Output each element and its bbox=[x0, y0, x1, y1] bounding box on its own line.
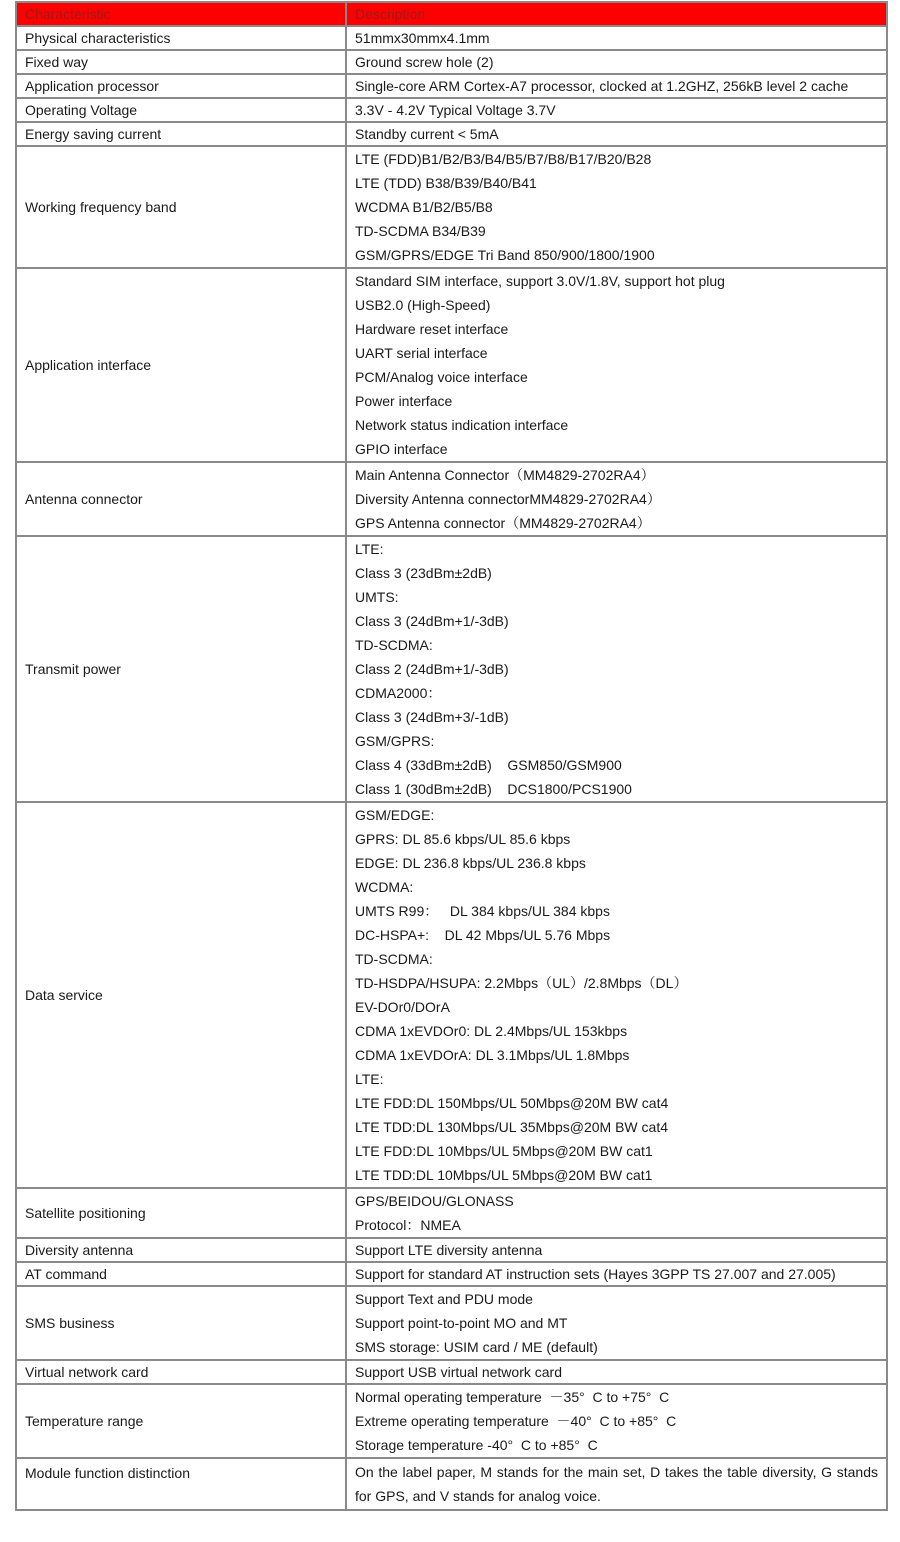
characteristic-cell: SMS business bbox=[16, 1286, 346, 1360]
description-line: Hardware reset interface bbox=[355, 321, 509, 337]
table-row bbox=[16, 1262, 887, 1286]
table-row bbox=[16, 536, 887, 802]
description-line: UMTS R99： DL 384 kbps/UL 384 kbps bbox=[355, 903, 610, 919]
description-cell: Support for standard AT instruction sets (Hayes 3GPP TS 27.007 and 27.005) bbox=[346, 1262, 887, 1286]
description-line: Class 3 (23dBm±2dB) bbox=[355, 565, 492, 581]
description-line: Normal operating temperature －35° C to +75° C bbox=[355, 1389, 670, 1405]
characteristic-cell: Virtual network card bbox=[16, 1360, 346, 1384]
characteristic-cell: Data service bbox=[16, 802, 346, 1188]
description-line: CDMA 1xEVDOrA: DL 3.1Mbps/UL 1.8Mbps bbox=[355, 1047, 630, 1063]
description-line: EDGE: DL 236.8 kbps/UL 236.8 kbps bbox=[355, 855, 586, 871]
description-line: CDMA 1xEVDOr0: DL 2.4Mbps/UL 153kbps bbox=[355, 1023, 628, 1039]
characteristic-cell: Diversity antenna bbox=[16, 1238, 346, 1262]
description-line: Class 3 (24dBm+3/-1dB) bbox=[355, 709, 509, 725]
description-cell: 3.3V - 4.2V Typical Voltage 3.7V bbox=[346, 98, 887, 122]
description-cell bbox=[346, 802, 887, 1188]
table-row bbox=[16, 1238, 887, 1262]
description-line: Standard SIM interface, support 3.0V/1.8V, support hot plug bbox=[355, 273, 725, 289]
table-row bbox=[16, 50, 887, 74]
description-line: GSM/GPRS: bbox=[355, 733, 435, 749]
table-header-row bbox=[16, 2, 887, 26]
specification-table bbox=[15, 1, 888, 1511]
characteristic-cell: Module function distinction bbox=[16, 1458, 346, 1510]
table-row bbox=[16, 1188, 887, 1238]
description-cell bbox=[346, 536, 887, 802]
description-line: Support Text and PDU mode bbox=[355, 1291, 533, 1307]
description-cell bbox=[346, 1286, 887, 1360]
description-line: GPS Antenna connector（MM4829-2702RA4） bbox=[355, 515, 651, 531]
description-line: GSM/EDGE: bbox=[355, 807, 435, 823]
characteristic-cell: Application processor bbox=[16, 74, 346, 98]
description-line: UMTS: bbox=[355, 589, 399, 605]
description-line: GSM/GPRS/EDGE Tri Band 850/900/1800/1900 bbox=[355, 247, 655, 263]
description-line: Network status indication interface bbox=[355, 417, 569, 433]
table-row bbox=[16, 802, 887, 1188]
table-row bbox=[16, 268, 887, 462]
description-line: LTE FDD:DL 10Mbps/UL 5Mbps@20M BW cat1 bbox=[355, 1143, 653, 1159]
description-line: EV-DOr0/DOrA bbox=[355, 999, 450, 1015]
description-line: Power interface bbox=[355, 393, 453, 409]
characteristic-cell: Application interface bbox=[16, 268, 346, 462]
description-line: TD-SCDMA B34/B39 bbox=[355, 223, 486, 239]
table-row bbox=[16, 122, 887, 146]
description-line: Class 3 (24dBm+1/-3dB) bbox=[355, 613, 509, 629]
description-line: Storage temperature -40° C to +85° C bbox=[355, 1437, 598, 1453]
description-line: TD-SCDMA: bbox=[355, 637, 433, 653]
description-line: Class 1 (30dBm±2dB) DCS1800/PCS1900 bbox=[355, 781, 632, 797]
table-row bbox=[16, 146, 887, 268]
table-row bbox=[16, 1458, 887, 1510]
description-line: GPRS: DL 85.6 kbps/UL 85.6 kbps bbox=[355, 831, 571, 847]
description-cell: Single-core ARM Cortex-A7 processor, clocked at 1.2GHZ, 256kB level 2 cache bbox=[346, 74, 887, 98]
description-line: Class 4 (33dBm±2dB) GSM850/GSM900 bbox=[355, 757, 622, 773]
description-line: LTE TDD:DL 10Mbps/UL 5Mbps@20M BW cat1 bbox=[355, 1167, 653, 1183]
description-line: Extreme operating temperature －40° C to +85° C bbox=[355, 1413, 677, 1429]
description-cell bbox=[346, 146, 887, 268]
description-line: Class 2 (24dBm+1/-3dB) bbox=[355, 661, 509, 677]
header-description: Description bbox=[346, 2, 887, 26]
description-line: WCDMA B1/B2/B5/B8 bbox=[355, 199, 493, 215]
characteristic-cell: Physical characteristics bbox=[16, 26, 346, 50]
description-line: GPIO interface bbox=[355, 441, 448, 457]
table-row bbox=[16, 26, 887, 50]
table-row bbox=[16, 98, 887, 122]
characteristic-cell: Operating Voltage bbox=[16, 98, 346, 122]
description-cell: Support USB virtual network card bbox=[346, 1360, 887, 1384]
description-line: On the label paper, M stands for the main set, D takes the table diversity, G stands for GPS, and V stands for analog voice. bbox=[355, 1464, 878, 1504]
characteristic-cell: Transmit power bbox=[16, 536, 346, 802]
table-body bbox=[16, 26, 887, 1510]
description-line: TD-SCDMA: bbox=[355, 951, 433, 967]
table-row bbox=[16, 1286, 887, 1360]
description-line: LTE FDD:DL 150Mbps/UL 50Mbps@20M BW cat4 bbox=[355, 1095, 669, 1111]
header-characteristic: Characteristic bbox=[16, 2, 346, 26]
description-line: Support point-to-point MO and MT bbox=[355, 1315, 568, 1331]
table-row bbox=[16, 1360, 887, 1384]
characteristic-cell: Antenna connector bbox=[16, 462, 346, 536]
description-cell: Support LTE diversity antenna bbox=[346, 1238, 887, 1262]
description-cell bbox=[346, 462, 887, 536]
description-line: WCDMA: bbox=[355, 879, 414, 895]
description-line: LTE (FDD)B1/B2/B3/B4/B5/B7/B8/B17/B20/B28 bbox=[355, 151, 652, 167]
characteristic-cell: Working frequency band bbox=[16, 146, 346, 268]
description-line: TD-HSDPA/HSUPA: 2.2Mbps（UL）/2.8Mbps（DL） bbox=[355, 975, 688, 991]
table-row bbox=[16, 74, 887, 98]
description-cell bbox=[346, 268, 887, 462]
characteristic-cell: Temperature range bbox=[16, 1384, 346, 1458]
table-row bbox=[16, 462, 887, 536]
description-line: Protocol：NMEA bbox=[355, 1217, 461, 1233]
description-line: Diversity Antenna connectorMM4829-2702RA4） bbox=[355, 491, 661, 507]
description-cell: Standby current < 5mA bbox=[346, 122, 887, 146]
characteristic-cell: AT command bbox=[16, 1262, 346, 1286]
description-line: USB2.0 (High-Speed) bbox=[355, 297, 491, 313]
description-line: GPS/BEIDOU/GLONASS bbox=[355, 1193, 514, 1209]
description-line: LTE: bbox=[355, 541, 384, 557]
table-row bbox=[16, 1384, 887, 1458]
description-line: LTE: bbox=[355, 1071, 384, 1087]
description-line: SMS storage: USIM card / ME (default) bbox=[355, 1339, 598, 1355]
description-line: UART serial interface bbox=[355, 345, 488, 361]
description-cell bbox=[346, 1188, 887, 1238]
description-line: LTE TDD:DL 130Mbps/UL 35Mbps@20M BW cat4 bbox=[355, 1119, 668, 1135]
description-line: CDMA2000： bbox=[355, 685, 442, 701]
description-line: LTE (TDD) B38/B39/B40/B41 bbox=[355, 175, 537, 191]
description-line: PCM/Analog voice interface bbox=[355, 369, 528, 385]
description-cell bbox=[346, 1458, 887, 1510]
description-cell: 51mmx30mmx4.1mm bbox=[346, 26, 887, 50]
characteristic-cell: Energy saving current bbox=[16, 122, 346, 146]
characteristic-cell: Fixed way bbox=[16, 50, 346, 74]
description-cell: Ground screw hole (2) bbox=[346, 50, 887, 74]
description-line: Main Antenna Connector（MM4829-2702RA4） bbox=[355, 467, 655, 483]
characteristic-cell: Satellite positioning bbox=[16, 1188, 346, 1238]
description-line: DC-HSPA+: DL 42 Mbps/UL 5.76 Mbps bbox=[355, 927, 611, 943]
description-cell bbox=[346, 1384, 887, 1458]
